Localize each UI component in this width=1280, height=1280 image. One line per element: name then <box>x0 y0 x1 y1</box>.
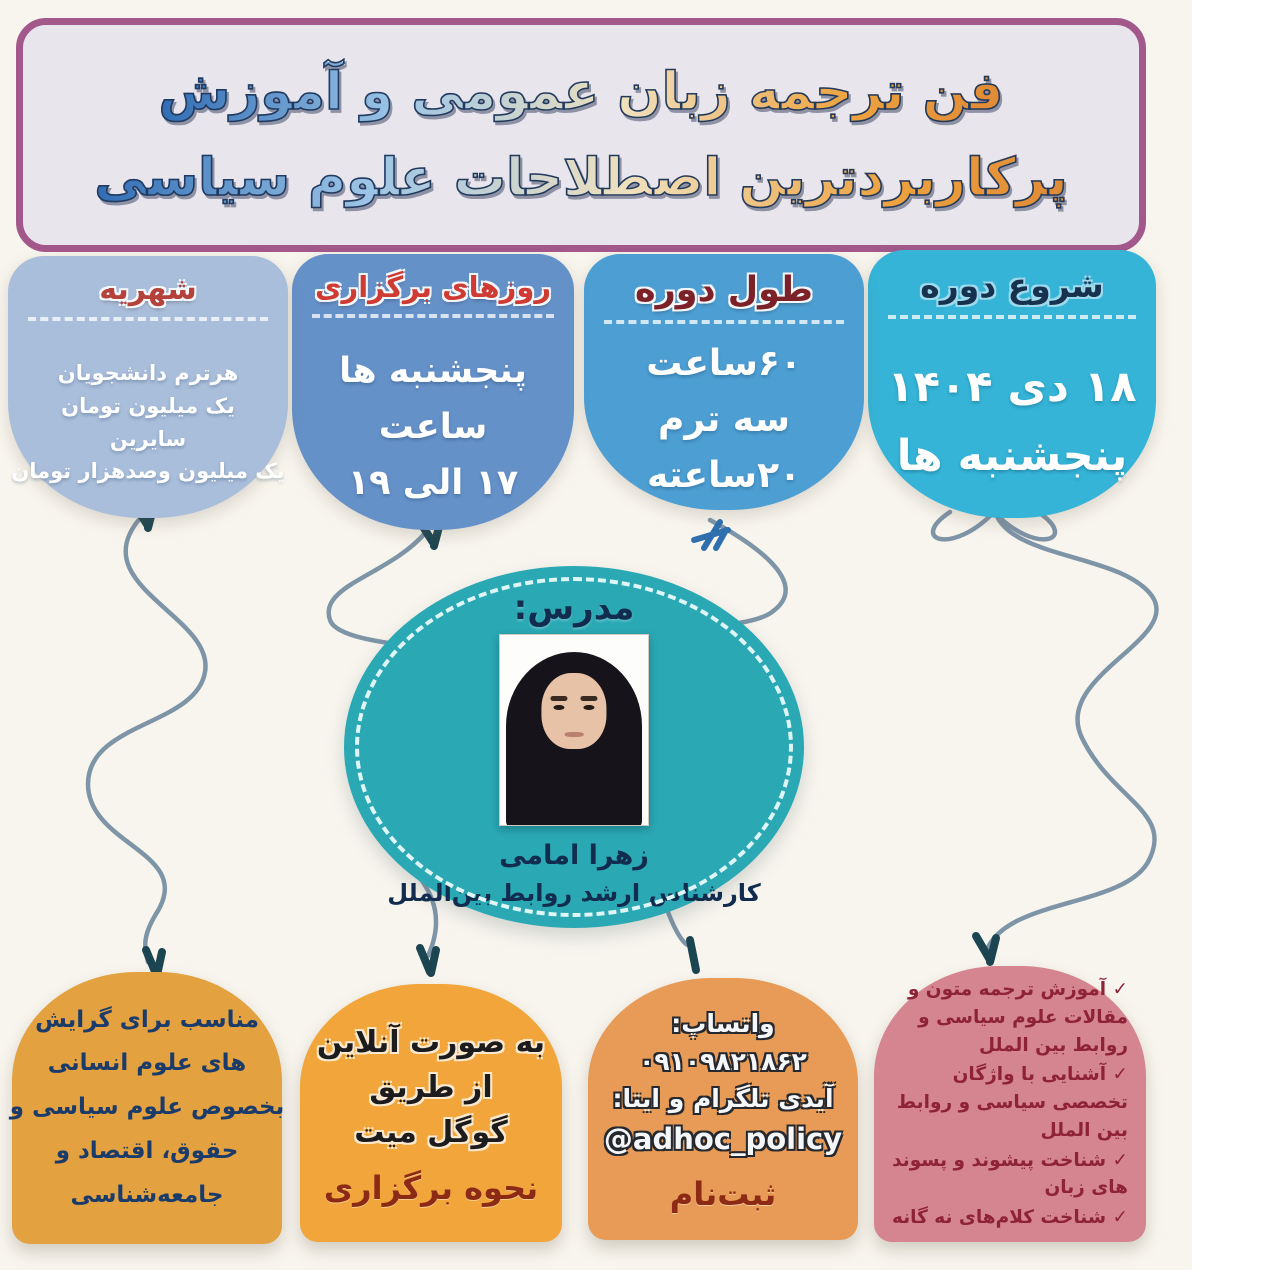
register-caption: ثبت‌نام <box>669 1175 777 1213</box>
audience-line: حقوق، اقتصاد و <box>55 1137 239 1164</box>
whatsapp-label: واتساپ: <box>671 1009 775 1038</box>
poster-title-line2: پرکاربردترین اصطلاحات علوم سیاسی <box>94 148 1068 208</box>
balloon-course-days-header: روزهای برگزاری <box>314 270 552 304</box>
format-line: از طریق <box>369 1069 493 1105</box>
face-shape <box>541 673 606 749</box>
syllabus-list <box>874 976 1146 1232</box>
instructor-card <box>344 566 804 928</box>
audience-line: مناسب برای گرایش <box>35 1006 259 1033</box>
knot-tag-register <box>690 940 696 970</box>
syllabus-item: ✓ شناخت پیشوند و پسوند های زبان <box>892 1149 1128 1199</box>
tag-format <box>300 984 562 1242</box>
tag-syllabus <box>874 966 1146 1242</box>
instructor-name: زهرا امامی <box>499 840 649 871</box>
string-start <box>986 508 1157 952</box>
dashed-separator <box>604 320 845 324</box>
tuition-students-label: هرترم دانشجویان <box>57 361 239 386</box>
format-line: به صورت آنلاین <box>316 1024 546 1060</box>
eye <box>583 705 594 710</box>
syllabus-item: ✓ شناخت کلام‌های نه گانه <box>891 1207 1128 1229</box>
course-start-date: ۱۸ دی ۱۴۰۴ <box>887 361 1137 412</box>
title-box <box>16 18 1146 252</box>
course-total-hours: ۶۰ساعت <box>646 343 802 385</box>
syllabus-item: ✓ آموزش ترجمه متون و مقالات علوم سیاسی و روابط بین الملل <box>907 979 1128 1056</box>
audience-line: های علوم انسانی <box>47 1050 247 1077</box>
instructor-degree: کارشناس ارشد روابط بین‌الملل <box>387 879 761 907</box>
course-hours-per-term: ۲۰ساعته <box>647 454 802 496</box>
tag-register <box>588 978 858 1240</box>
balloon-course-days-body <box>339 324 527 530</box>
instructor-label: مدرس: <box>513 588 635 628</box>
dashed-separator <box>312 314 555 318</box>
eyebrow <box>551 696 568 701</box>
mouth <box>564 732 584 737</box>
balloon-course-days <box>292 254 574 530</box>
balloon-tuition-body <box>11 327 284 518</box>
audience-line: بخصوص علوم سیاسی و <box>9 1094 285 1121</box>
dashed-separator <box>28 317 269 321</box>
tuition-others-price: یک میلیون وصدهزار تومان <box>11 459 285 484</box>
balloon-course-length-header: طول دوره <box>635 270 813 310</box>
course-time-range: ۱۷ الی ۱۹ <box>347 463 519 503</box>
telegram-eitaa-label: آیدی تلگرام و ایتا: <box>612 1084 834 1113</box>
balloon-tuition <box>8 256 288 518</box>
course-time-label: ساعت <box>378 407 488 447</box>
course-day-name: پنجشنبه ها <box>339 351 527 391</box>
instructor-photo <box>499 634 649 826</box>
tuition-students-price: یک میلیون تومان <box>61 393 235 418</box>
balloon-course-start <box>868 250 1156 518</box>
whatsapp-number: ۰۹۱۰۹۸۲۱۸۶۲ <box>639 1046 807 1076</box>
syllabus-item: ✓ آشنایی با واژگان تخصصی سیاسی و روابط بین الملل <box>896 1064 1128 1141</box>
course-terms: سه ترم <box>657 399 791 441</box>
string-tuition <box>88 516 206 962</box>
eyebrow <box>581 696 598 701</box>
tuition-others-label: سایرین <box>109 426 187 451</box>
format-caption: نحوه برگزاری <box>323 1168 539 1207</box>
knot-tag-syllabus <box>976 936 996 962</box>
tag-audience <box>9 972 285 1244</box>
dashed-separator <box>888 315 1136 319</box>
balloon-tuition-header: شهریه <box>99 272 197 307</box>
balloon-course-start-header: شروع دوره <box>920 266 1104 305</box>
balloon-course-start-body <box>888 325 1137 518</box>
audience-line: جامعه‌شناسی <box>70 1181 224 1208</box>
eye <box>554 705 565 710</box>
format-line: گوگل میت <box>354 1114 508 1150</box>
balloon-course-length-body <box>646 330 802 510</box>
social-handle: @adhoc_policy <box>603 1121 843 1156</box>
balloon-course-length <box>584 254 864 510</box>
poster-title-line1: فن ترجمه زبان عمومی و آموزش <box>158 62 1004 122</box>
course-start-day: پنجشنبه ها <box>896 430 1128 481</box>
